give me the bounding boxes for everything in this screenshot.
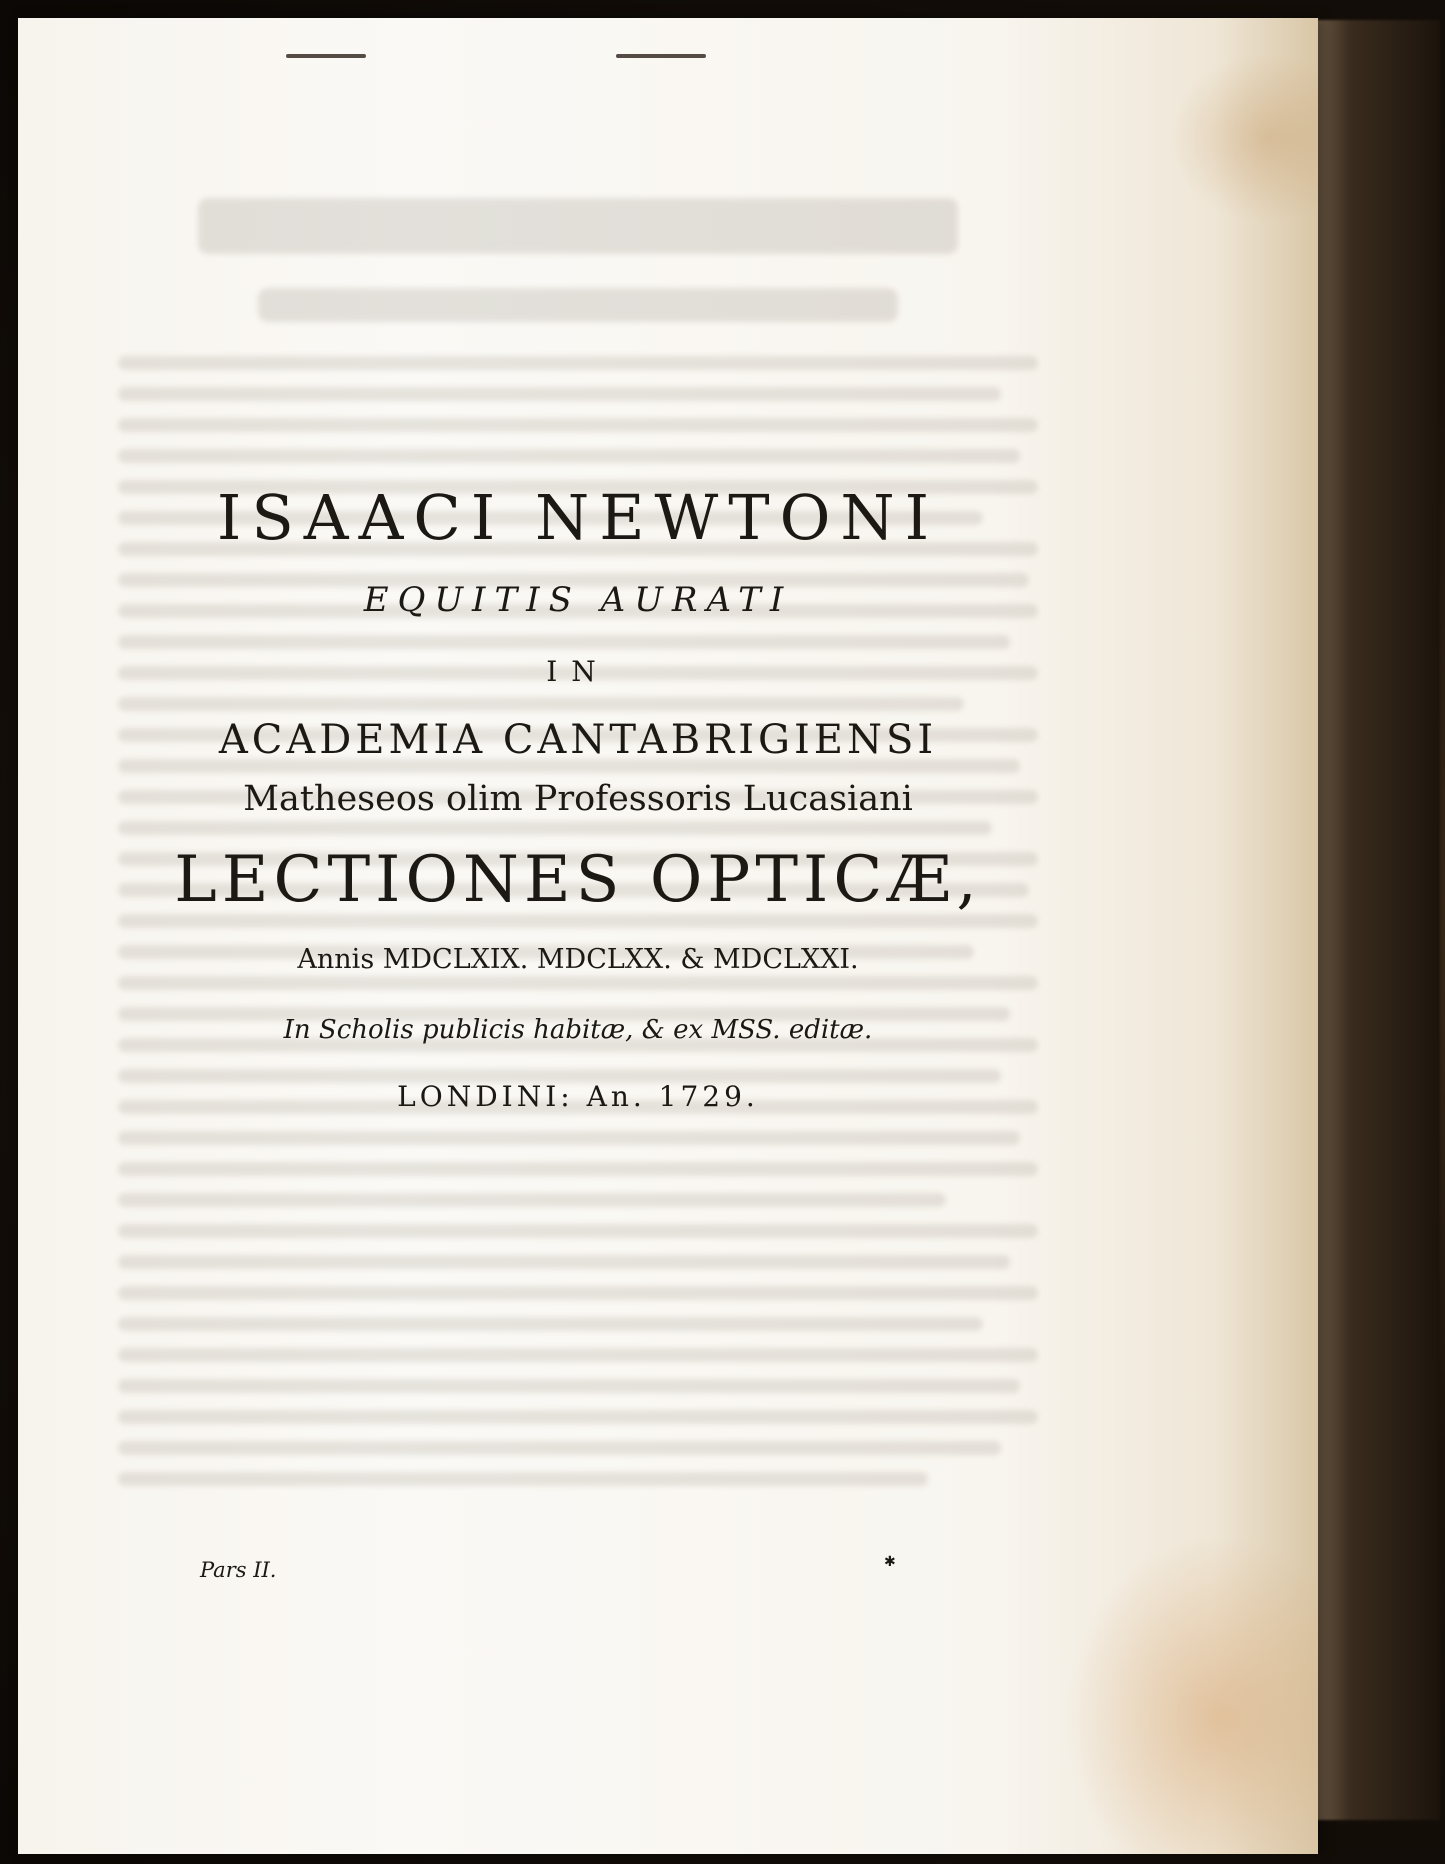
title-page (18, 18, 1318, 1854)
professorship: Matheseos olim Professoris Lucasiani (243, 779, 913, 819)
years-line: Annis MDCLXIX. MDCLXX. & MDCLXXI. (297, 944, 859, 975)
work-title: LECTIONES OPTICÆ, (174, 843, 982, 917)
author-title: EQUITIS AURATI (363, 580, 793, 620)
top-edge-marks (286, 48, 786, 66)
academy-name: ACADEMIA CANTABRIGIENSI (218, 717, 938, 763)
signature-mark: Pars II. (200, 1558, 277, 1582)
asterisk-mark: ✱ (884, 1554, 896, 1570)
author-name: ISAACI NEWTONI (216, 481, 940, 554)
imprint-line: LONDINI: An. 1729. (397, 1080, 759, 1113)
title-block (98, 478, 1058, 1118)
provenance-line: In Scholis publicis habitæ, & ex MSS. editæ. (283, 1015, 873, 1045)
preposition: IN (546, 655, 610, 688)
